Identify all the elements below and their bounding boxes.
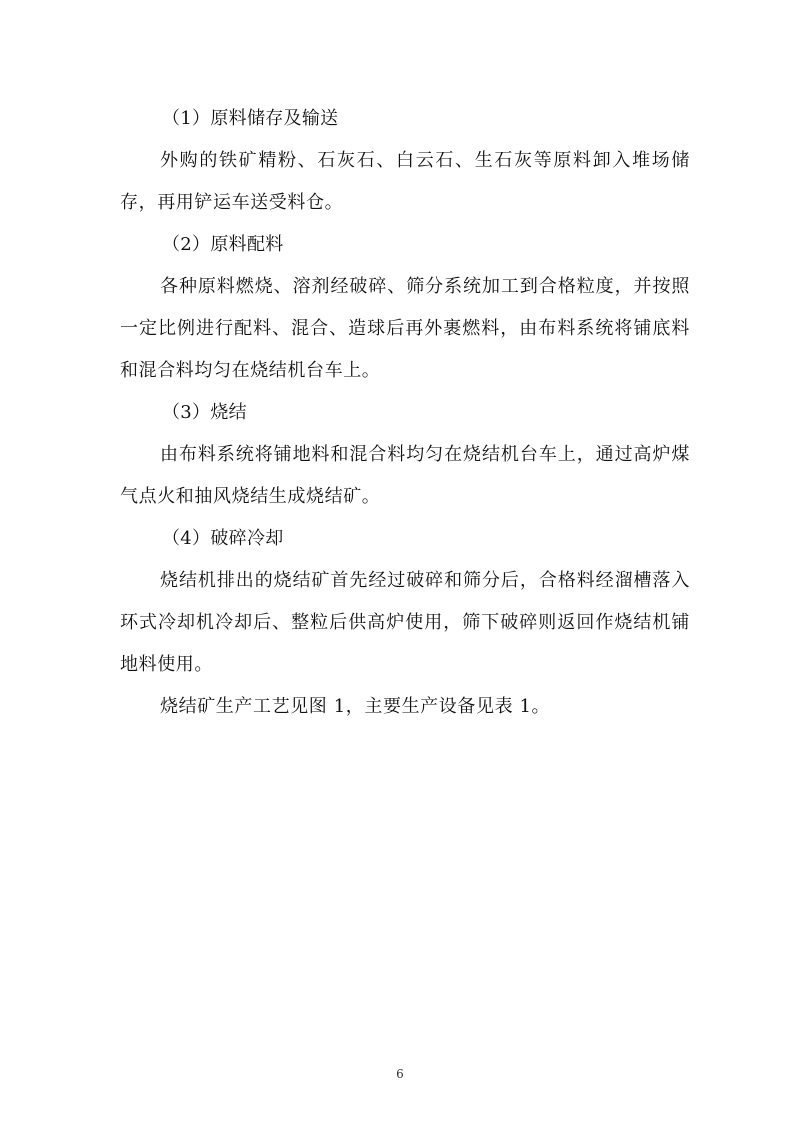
closing-paragraph: 烧结矿生产工艺见图 1，主要生产设备见表 1。 bbox=[160, 696, 551, 717]
section-paragraph-raw-material-storage: 外购的铁矿精粉、石灰石、白云石、生石灰等原料卸入堆场储存，再用铲运车送受料仓。 bbox=[120, 150, 690, 213]
section-paragraph-raw-material-batching: 各种原料燃烧、溶剂经破碎、筛分系统加工到合格粒度，并按照一定比例进行配料、混合、造球后再外裹燃料，由布料系统将铺底料和混合料均匀在烧结机台车上。 bbox=[120, 276, 690, 381]
document-body bbox=[120, 98, 690, 728]
section-heading-raw-material-batching: （2）原料配料 bbox=[162, 234, 284, 255]
section-heading-crushing-cooling: （4）破碎冷却 bbox=[162, 528, 284, 549]
section-paragraph-crushing-cooling: 烧结机排出的烧结矿首先经过破碎和筛分后，合格料经溜槽落入环式冷却机冷却后、整粒后供高炉使用，筛下破碎则返回作烧结机铺地料使用。 bbox=[120, 570, 690, 675]
section-heading-raw-material-storage: （1）原料储存及输送 bbox=[162, 108, 339, 129]
section-heading-sintering: （3）烧结 bbox=[162, 402, 247, 423]
section-paragraph-sintering: 由布料系统将铺地料和混合料均匀在烧结机台车上，通过高炉煤气点火和抽风烧结生成烧结矿。 bbox=[120, 444, 690, 507]
page-number: 6 bbox=[396, 1067, 404, 1081]
